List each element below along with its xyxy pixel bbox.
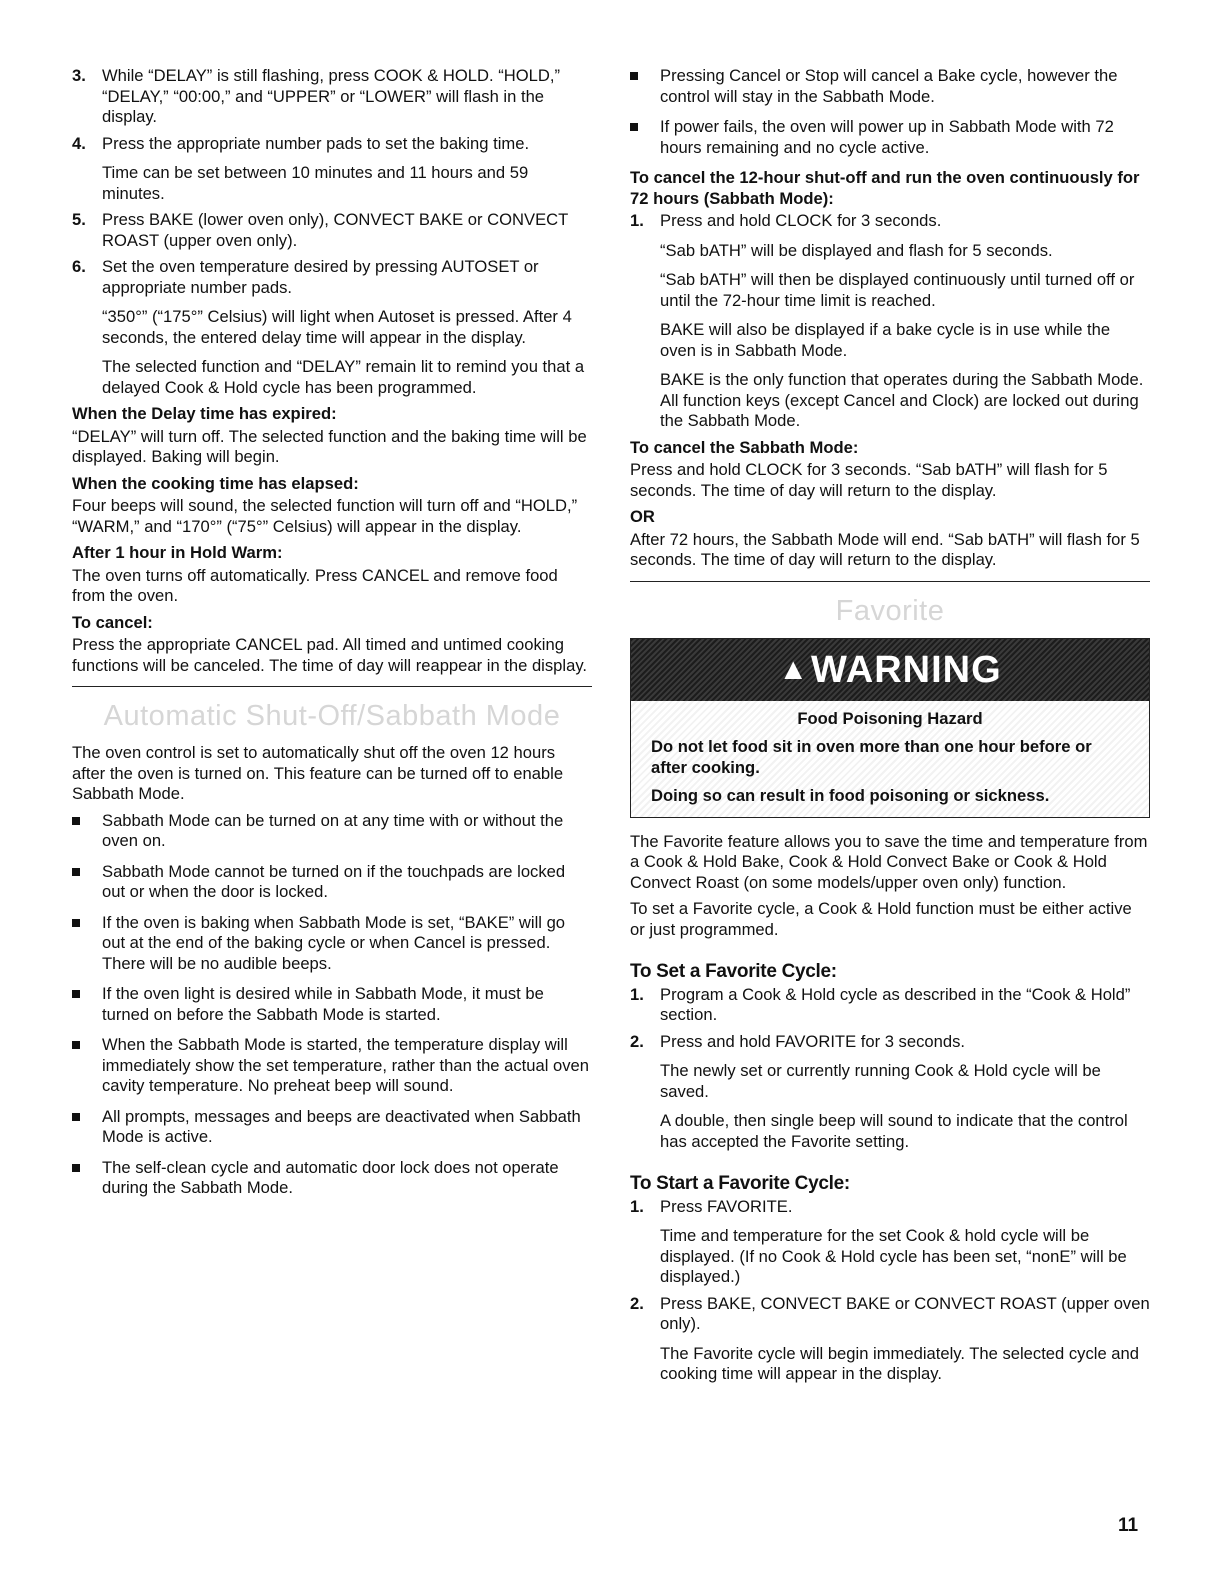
square-bullet-icon [72,817,80,825]
bullet-item [72,1107,592,1148]
delay-expired-text: “DELAY” will turn off. The selected function and the baking time will be displayed. Baking will begin. [72,426,587,466]
numbered-step [72,257,592,398]
bullet-item [72,913,592,975]
square-bullet-icon [630,72,638,80]
step-text: BAKE will also be displayed if a bake cycle is in use while the oven is in Sabbath Mode. [660,320,1111,360]
page-number: 11 [1118,1515,1139,1536]
square-bullet-icon [72,1041,80,1049]
sabbath-section-title: Automatic Shut-Off/Sabbath Mode [103,700,561,732]
bullet-text: Sabbath Mode cannot be turned on if the touchpads are locked out or when the door is locked. [102,861,566,901]
hold-warm-text: The oven turns off automatically. Press CANCEL and remove food from the oven. [72,565,558,605]
section-divider [72,686,592,687]
step-number: 3. [72,66,86,85]
after-72-hours-text: After 72 hours, the Sabbath Mode will end. “Sab bATH” will flash for 5 seconds. The time of day will return to the display. [630,529,1140,569]
warning-hazard: Food Poisoning Hazard [797,708,983,728]
cooking-elapsed-heading: When the cooking time has elapsed: [72,473,359,493]
numbered-step [72,134,592,205]
bullet-item [630,66,1150,107]
bullet-text: If the oven light is desired while in Sabbath Mode, it must be turned on before the Sabbath Mode is started. [102,984,544,1024]
step-text: Press and hold CLOCK for 3 seconds. [660,211,942,230]
warning-body [631,701,1149,817]
step-text: The selected function and “DELAY” remain lit to remind you that a delayed Cook & Hold cycle has been programmed. [102,357,585,397]
bullet-text: All prompts, messages and beeps are deactivated when Sabbath Mode is active. [102,1106,581,1146]
sabbath-intro: The oven control is set to automatically shut off the oven 12 hours after the oven is turned on. This feature can be turned off to enable Sabbath Mode. [72,743,564,803]
favorite-description: The Favorite feature allows you to save the time and temperature from a Cook & Hold Bake, Cook & Hold Convect Bake or Cook & Hold Convect Roast (on some models/upper oven only) function. [630,831,1148,892]
bullet-item [72,862,592,903]
bullet-text: If power fails, the oven will power up in Sabbath Mode with 72 hours remaining and no cycle active. [660,117,1114,157]
cancel-12-hour-heading: To cancel the 12-hour shut-off and run the oven continuously for 72 hours (Sabbath Mode): [630,168,1140,208]
bullet-item [630,117,1150,158]
step-text: “Sab bATH” will be displayed and flash for 5 seconds. [660,240,1053,260]
bullet-text: Sabbath Mode can be turned on at any time with or without the oven on. [102,810,564,850]
step-text: Press the appropriate number pads to set the baking time. [102,133,530,153]
bullet-text: Pressing Cancel or Stop will cancel a Bake cycle, however the control will stay in the Sabbath Mode. [660,66,1118,106]
step-text: Press BAKE, CONVECT BAKE or CONVECT ROAST (upper oven only). [660,1293,1150,1333]
square-bullet-icon [630,123,638,131]
warning-line: Doing so can result in food poisoning or sickness. [651,786,1050,805]
step-number: 6. [72,257,86,276]
warning-header [631,639,1149,701]
step-number: 4. [72,133,86,153]
square-bullet-icon [72,919,80,927]
bullet-item [72,811,592,852]
step-number: 5. [72,210,86,229]
step-text: The Favorite cycle will begin immediately. The selected cycle and cooking time will appear in the display. [660,1343,1139,1383]
cooking-elapsed-text: Four beeps will sound, the selected function will turn off and “HOLD,” “WARM,” and “170°” (“75°” Celsius) will appear in the display. [72,496,578,536]
left-column [72,66,592,1209]
numbered-step [630,1032,1150,1153]
to-cancel-text: Press the appropriate CANCEL pad. All timed and untimed cooking functions will be canceled. The time of day will reappear in the display. [72,635,587,675]
sabbath-bullet-list-continued [630,66,1150,158]
bullet-text: The self-clean cycle and automatic door lock does not operate during the Sabbath Mode. [102,1157,559,1197]
step-text: “Sab bATH” will then be displayed continuously until turned off or until the 72-hour time limit is reached. [660,270,1135,310]
step-text: A double, then single beep will sound to indicate that the control has accepted the Favorite setting. [660,1111,1128,1151]
step-text: Program a Cook & Hold cycle as described in the “Cook & Hold” section. [660,984,1131,1024]
set-favorite-heading: To Set a Favorite Cycle: [630,961,837,982]
delay-expired-heading: When the Delay time has expired: [72,404,337,423]
step-text: The newly set or currently running Cook & Hold cycle will be saved. [660,1061,1101,1101]
numbered-step [630,1294,1150,1385]
step-text: Press FAVORITE. [660,1196,793,1216]
bullet-item [72,984,592,1025]
or-label: OR [630,507,655,526]
to-cancel-heading: To cancel: [72,612,153,632]
bullet-text: When the Sabbath Mode is started, the temperature display will immediately show the set temperature, rather than the actual oven cavity temperature. No preheat beep will sound. [102,1035,590,1095]
hold-warm-heading: After 1 hour in Hold Warm: [72,543,283,562]
step-text: Time can be set between 10 minutes and 11 hours and 59 minutes. [102,163,529,203]
step-text: Time and temperature for the set Cook & hold cycle will be displayed. (If no Cook & Hold cycle has been set, “nonE” will be displayed.) [660,1226,1127,1286]
favorite-requirement: To set a Favorite cycle, a Cook & Hold function must be either active or just programmed. [630,899,1132,939]
step-text: Press BAKE (lower oven only), CONVECT BAKE or CONVECT ROAST (upper oven only). [102,210,568,250]
step-number: 1. [630,1196,644,1216]
start-favorite-heading: To Start a Favorite Cycle: [630,1173,850,1194]
right-column [630,66,1150,1391]
cancel-sabbath-heading: To cancel the Sabbath Mode: [630,437,859,457]
section-divider [630,581,1150,582]
numbered-step [72,210,592,251]
warning-box [630,638,1150,818]
step-number: 1. [630,984,644,1004]
numbered-step [630,1197,1150,1288]
warning-triangle-icon: ▲ [778,652,810,686]
numbered-step [72,66,592,128]
step-text: While “DELAY” is still flashing, press COOK & HOLD. “HOLD,” “DELAY,” “00:00,” and “UPPER” or “LOWER” will flash in the display. [102,66,560,126]
delay-steps-list [72,66,592,398]
step-number: 1. [630,211,644,230]
bullet-text: If the oven is baking when Sabbath Mode is set, “BAKE” will go out at the end of the baking cycle or when Cancel is pressed. There will be no audible beeps. [102,912,566,973]
sabbath-bullet-list [72,811,592,1199]
warning-line: Do not let food sit in oven more than one hour before or after cooking. [651,737,1092,777]
square-bullet-icon [72,1164,80,1172]
step-text: Press and hold FAVORITE for 3 seconds. [660,1031,965,1051]
bullet-item [72,1035,592,1097]
step-number: 2. [630,1293,644,1313]
numbered-step [630,985,1150,1026]
numbered-step [630,211,1150,432]
step-text: Set the oven temperature desired by pressing AUTOSET or appropriate number pads. [102,257,539,297]
square-bullet-icon [72,990,80,998]
step-number: 2. [630,1031,644,1051]
bullet-item [72,1158,592,1199]
step-text: BAKE is the only function that operates during the Sabbath Mode. All function keys (except Cancel and Clock) are locked out during the Sabbath Mode. [660,370,1144,430]
square-bullet-icon [72,1113,80,1121]
start-favorite-steps [630,1197,1150,1385]
cancel-sabbath-text: Press and hold CLOCK for 3 seconds. “Sab bATH” will flash for 5 seconds. The time of day will return to the display. [630,460,1108,500]
square-bullet-icon [72,868,80,876]
warning-title: WARNING [811,648,1002,691]
favorite-section-title: Favorite [835,594,945,627]
set-favorite-steps [630,985,1150,1153]
step-text: “350°” (“175°” Celsius) will light when Autoset is pressed. After 4 seconds, the entered delay time will appear in the display. [102,307,572,347]
cancel-12-hour-steps [630,211,1150,432]
